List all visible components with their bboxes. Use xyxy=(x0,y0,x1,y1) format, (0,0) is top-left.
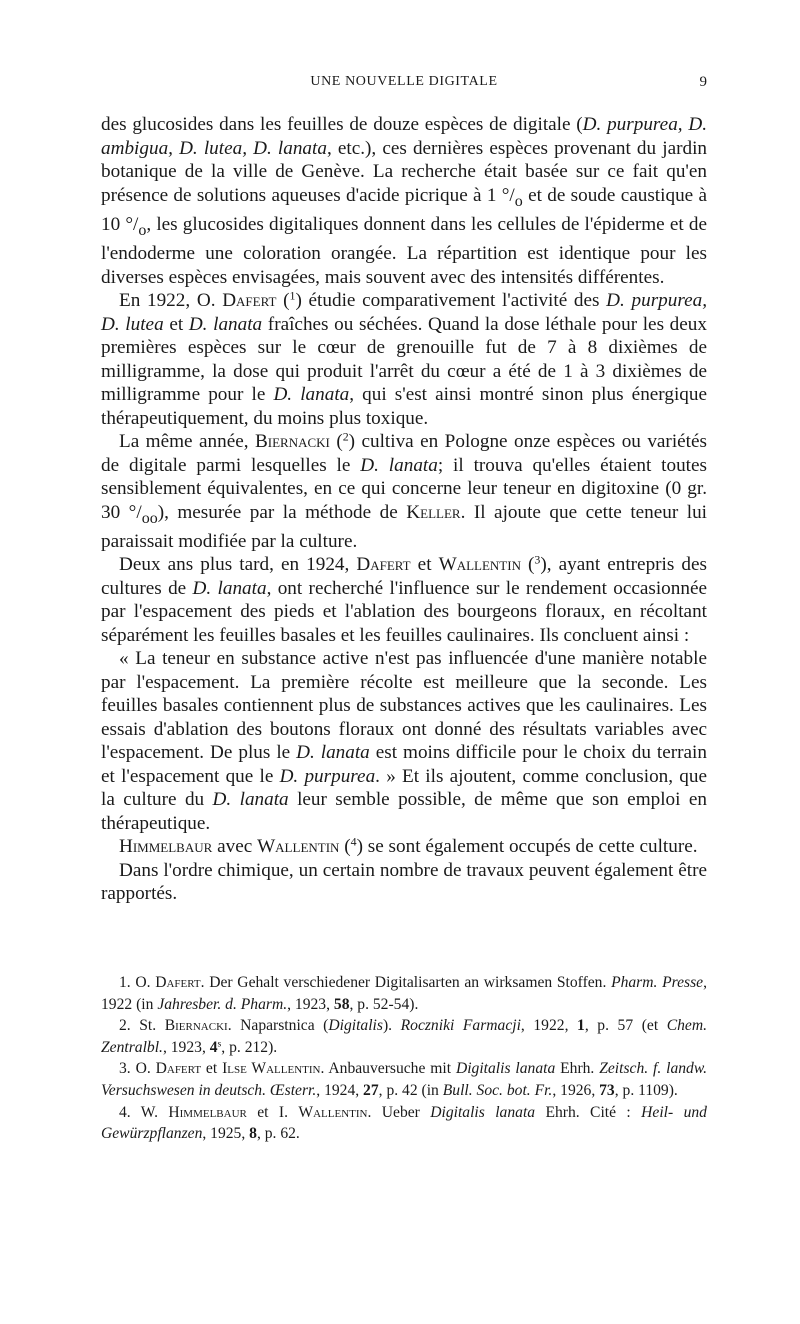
page-number: 9 xyxy=(699,74,707,90)
paragraph-6: Himmelbaur avec Wallentin ($^4$) se sont également occupés de cette culture. xyxy=(119,834,698,858)
paragraph-1: des glucosides dans les feuilles de douze espèces de digitale (D. purpurea, D. ambigua, D. lutea, D. lanata, etc.), ces dernières espèces provenant du jardin botanique de la ville de Genève. La recherche était basée sur ce fait qu'en présence de solutions aqueuses d'acide picrique à 1 $^\circ/_o$ et de soude caustique à 10 $^\circ/_o$, les glucosides digitaliques donnent dans les cellules de l'épiderme et de l'endoderme une coloration orangée. La répartition est identique pour les diverses espèces envisagées, mais souvent avec des intensités différentes. xyxy=(101,114,708,288)
footnotes xyxy=(101,972,707,1145)
footnote-2: 2. St. Biernacki. Naparstnica (Digitalis). Roczniki Farmacji, 1922, 1, p. 57 (et Chem. Zentralbl., 1923, 4$^s$, p. 212). xyxy=(101,1017,707,1056)
body-text xyxy=(101,113,707,906)
paragraph-3: La même année, Biernacki ($^2$) cultiva en Pologne onze espèces ou variétés de digitale parmi lesquelles le D. lanata; il trouva qu'elles étaient toutes sensiblement équivalentes, en ce qui concerne leur teneur en digitoxine (0 gr. 30 $^\circ/_{oo}$), mesurée par la méthode de Keller. Il ajoute que cette teneur lui paraissait modifiée par la culture. xyxy=(101,429,708,552)
footnote-ref-1: 1 xyxy=(289,288,296,303)
page-header xyxy=(101,74,707,96)
paragraph-4: Deux ans plus tard, en 1924, Dafert et Wallentin ($^3$), ayant entrepris des cultures de D. lanata, ont recherché l'influence sur le rendement occasionnée par l'espacement des pieds et l'ablation des bourgeons floraux, en récoltant séparément les feuilles basales et les feuilles caulinaires. Ils concluent ainsi : xyxy=(101,552,707,646)
paragraph-5-quotation: « La teneur en substance active n'est pas influencée d'une manière notable par l'espacement. La première récolte est meilleure que la seconde. Les feuilles basales contiennent plus de substances actives que les caulinaires. Les essais d'ablation des boutons floraux ont donné des résultats variables avec l'espacement. De plus le D. lanata est moins difficile pour le choix du terrain et l'espacement que le D. purpurea. » Et ils ajoutent, comme conclusion, que la culture du D. lanata leur semble possible, de même que son emploi en thérapeutique. xyxy=(101,648,708,834)
paragraph-7: Dans l'ordre chimique, un certain nombre de travaux peuvent également être rapportés. xyxy=(101,859,707,905)
footnote-4: 4. W. Himmelbaur et I. Wallentin. Ueber Digitalis lanata Ehrh. Cité : Heil- und Gewürzpflanzen, 1925, 8, p. 62. xyxy=(101,1103,707,1143)
footnote-ref-2: 2 xyxy=(342,429,349,444)
footnote-1: 1. O. Dafert. Der Gehalt verschiedener Digitalisarten an wirksamen Stoffen. Pharm. Presse, 1922 (in Jahresber. d. Pharm., 1923, 58, p. 52-54). xyxy=(101,974,707,1013)
paragraph-2: En 1922, O. Dafert ($^1$) étudie comparativement l'activité des D. purpurea, D. lutea et D. lanata fraîches ou séchées. Quand la dose léthale pour les deux premières espèces sur le cœur de grenouille fut de 7 à 8 dixièmes de milligramme, la dose qui produit l'arrêt du cœur a été de 1 à 3 dixièmes de milligramme pour le D. lanata, qui s'est ainsi montré sinon plus énergique thérapeutiquement, du moins plus toxique. xyxy=(101,288,708,429)
footnote-ref-4: 4 xyxy=(350,834,357,849)
footnote-3: 3. O. Dafert et Ilse Wallentin. Anbauversuche mit Digitalis lanata Ehrh. Zeitsch. f. landw. Versuchswesen in deutsch. Œsterr., 1924, 27, p. 42 (in Bull. Soc. bot. Fr., 1926, 73, p. 1109). xyxy=(101,1060,707,1099)
running-title: UNE NOUVELLE DIGITALE xyxy=(310,74,498,89)
footnote-ref-3: 3 xyxy=(534,552,541,567)
